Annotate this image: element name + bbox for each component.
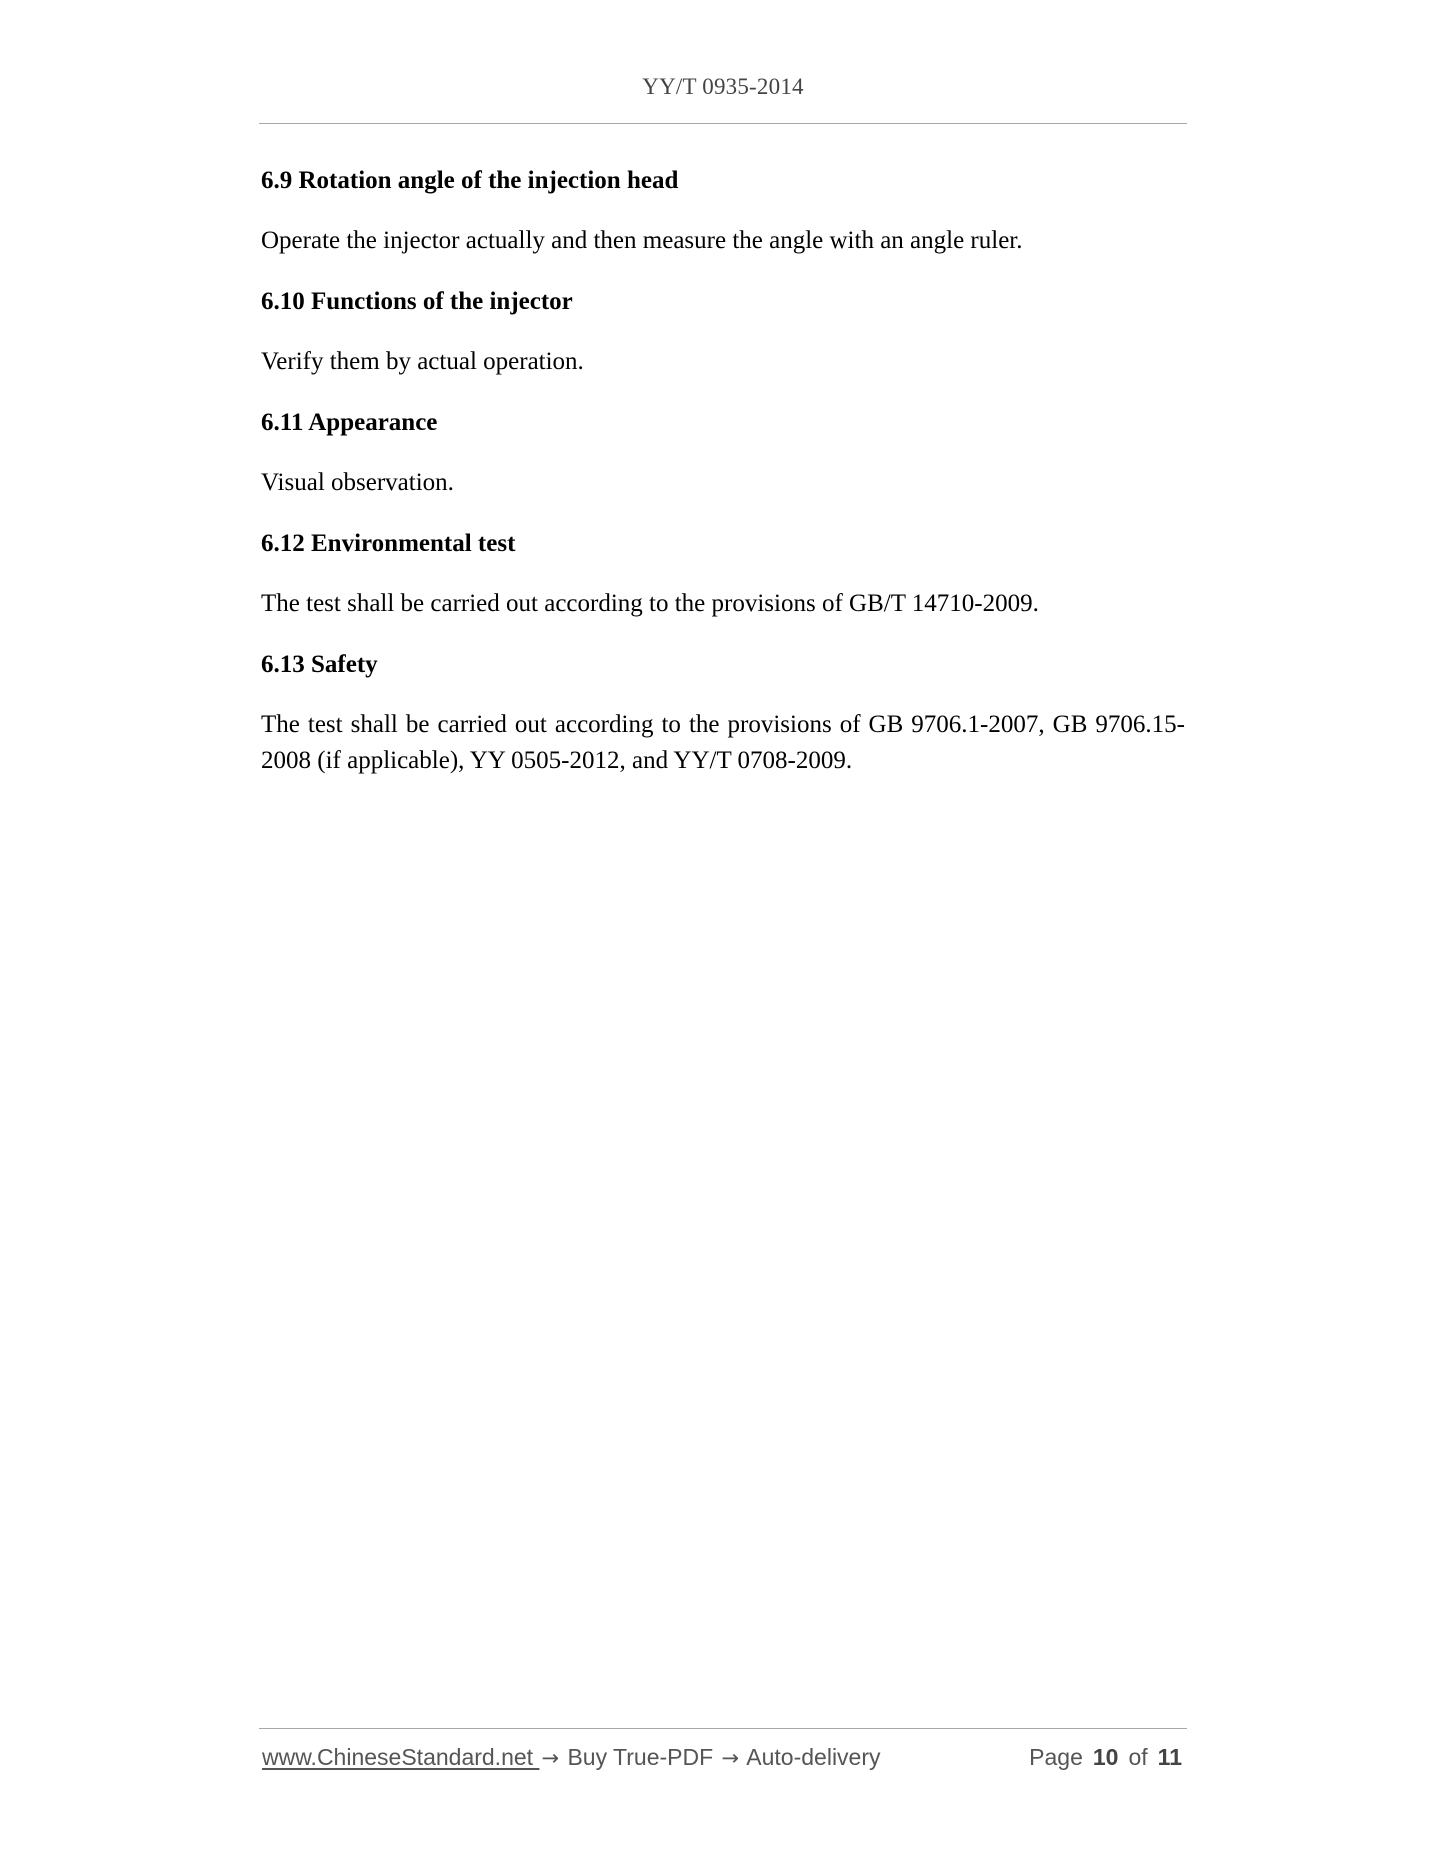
section-body: The test shall be carried out according to the provisions of GB 9706.1-2007, GB 9706.15-2008 (if applicable), YY 0505-2012, and YY/T 0708-2009. [261, 711, 1185, 774]
section-6-11 [261, 405, 1185, 501]
section-body: Verify them by actual operation. [261, 348, 584, 375]
section-heading: 6.10 Functions of the injector [261, 288, 573, 315]
section-heading: 6.13 Safety [261, 651, 378, 678]
section-body: The test shall be carried out according to the provisions of GB/T 14710-2009. [261, 590, 1039, 617]
section-heading: 6.12 Environmental test [261, 530, 516, 557]
page-footer [262, 1744, 1186, 1778]
arrow-right-icon: → [721, 1746, 740, 1770]
footer-links [262, 1744, 881, 1771]
section-heading: 6.11 Appearance [261, 409, 438, 436]
page-number [1029, 1744, 1182, 1771]
header-divider [259, 123, 1187, 124]
section-body: Operate the injector actually and then measure the angle with an angle ruler. [261, 227, 1023, 254]
website-link[interactable]: www.ChineseStandard.net [262, 1744, 540, 1770]
page-content [261, 163, 1185, 804]
arrow-right-icon: → [541, 1746, 560, 1770]
section-body: Visual observation. [261, 469, 454, 496]
footer-divider [259, 1728, 1187, 1729]
section-6-12 [261, 526, 1185, 622]
current-page-number: 10 [1092, 1744, 1119, 1770]
of-label: of [1128, 1744, 1148, 1770]
section-6-10 [261, 284, 1185, 380]
auto-delivery-text: Auto-delivery [746, 1744, 881, 1770]
buy-true-pdf-link[interactable]: Buy True-PDF [567, 1744, 714, 1770]
page-label: Page [1029, 1744, 1083, 1770]
section-6-13 [261, 647, 1185, 779]
total-page-number: 11 [1157, 1744, 1182, 1770]
section-6-9 [261, 163, 1185, 259]
section-heading: 6.9 Rotation angle of the injection head [261, 167, 679, 194]
page-header-doc-code: YY/T 0935-2014 [642, 74, 804, 99]
